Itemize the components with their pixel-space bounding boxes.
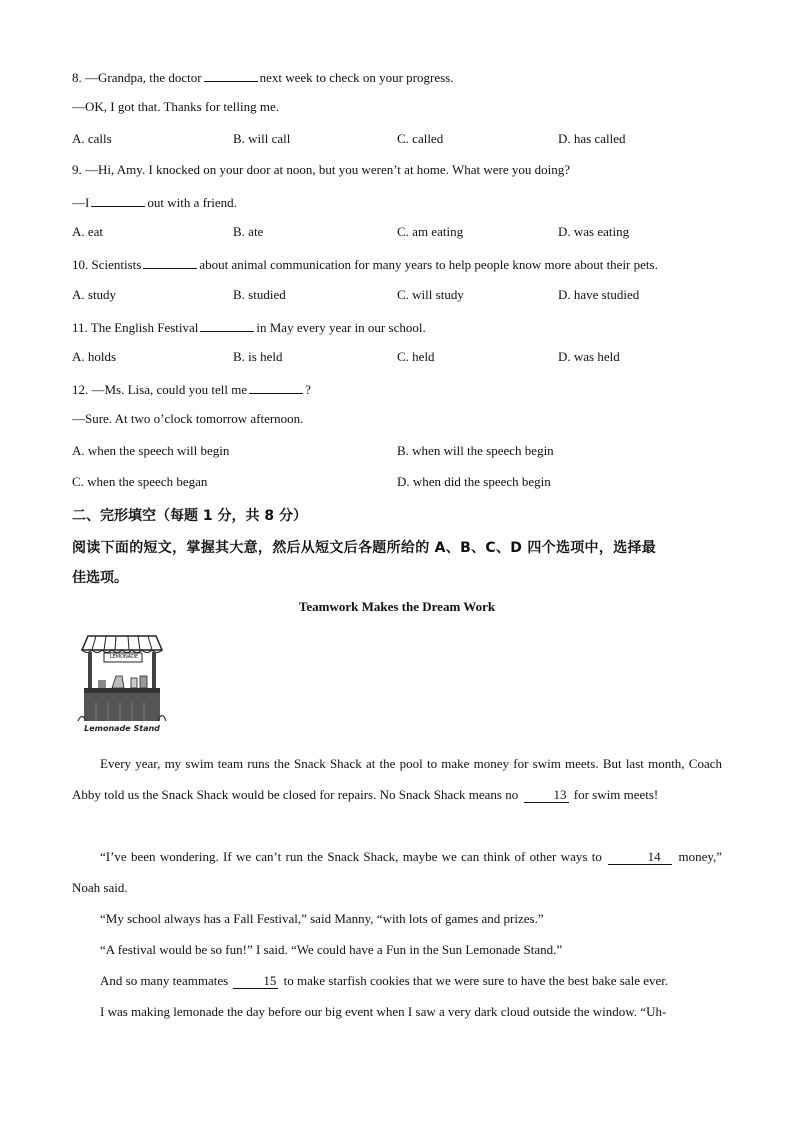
q11-option-a: A. holds xyxy=(72,349,117,364)
answer-blank xyxy=(200,318,254,332)
q10-stem xyxy=(72,255,658,273)
q12-option-a: A. when the speech will begin xyxy=(72,443,230,458)
q10-stem-part2: about animal communication for many years to help people know more about their pets. xyxy=(199,257,658,272)
q10-option-c: C. will study xyxy=(397,287,464,302)
q11-option-d: D. was held xyxy=(558,349,620,364)
q12-stem xyxy=(72,380,311,398)
passage-paragraph-4: “A festival would be so fun!” I said. “We could have a Fun in the Sun Lemonade Stand.” xyxy=(100,942,563,957)
passage-paragraph-2 xyxy=(72,841,722,903)
paragraph-5-text-b: to make starfish cookies that we were sure to have the best bake sale ever. xyxy=(283,973,669,988)
lemonade-stand-illustration xyxy=(76,632,168,736)
q8-stem-part1: 8. —Grandpa, the doctor xyxy=(72,70,202,85)
q10-option-d: D. have studied xyxy=(558,287,640,302)
lemonade-stand-icon xyxy=(76,632,168,724)
q9-option-d: D. was eating xyxy=(558,224,630,239)
q11-option-b: B. is held xyxy=(233,349,283,364)
q12-option-c: C. when the speech began xyxy=(72,474,208,489)
answer-blank xyxy=(143,255,197,269)
lemonade-sign-text: LEMONADE xyxy=(109,654,139,660)
q10-stem-part1: 10. Scientists xyxy=(72,257,142,272)
q11-stem xyxy=(72,318,426,336)
q8-reply: —OK, I got that. Thanks for telling me. xyxy=(72,99,280,114)
q8-option-b: B. will call xyxy=(233,131,291,146)
section-heading: 二、完形填空（每题 1 分，共 8 分） xyxy=(72,508,307,524)
q11-stem-part2: in May every year in our school. xyxy=(256,320,426,335)
q9-reply-part1: —I xyxy=(72,195,90,210)
passage-paragraph-6: I was making lemonade the day before our big event when I saw a very dark cloud outside the window. “Uh- xyxy=(100,1004,667,1019)
q9-option-c: C. am eating xyxy=(397,224,464,239)
cloze-blank-13: 13 xyxy=(524,788,569,803)
q12-option-d: D. when did the speech begin xyxy=(397,474,551,489)
passage-paragraph-1 xyxy=(72,748,722,810)
section-instruction-line1: 阅读下面的短文，掌握其大意，然后从短文后各题所给的 A、B、C、D 四个选项中，选择最 xyxy=(72,540,657,556)
q11-stem-part1: 11. The English Festival xyxy=(72,320,199,335)
answer-blank xyxy=(249,380,303,394)
q9-reply-part2: out with a friend. xyxy=(147,195,237,210)
q8-stem xyxy=(72,68,453,86)
paragraph-2-text-b: money,” Noah said. xyxy=(72,849,723,895)
answer-blank xyxy=(204,68,258,82)
q9-option-a: A. eat xyxy=(72,224,104,239)
q8-option-d: D. has called xyxy=(558,131,626,146)
passage-paragraph-3: “My school always has a Fall Festival,” said Manny, “with lots of games and prizes.” xyxy=(100,911,544,926)
image-caption: Lemonade Stand xyxy=(84,724,160,733)
paragraph-1-text-a: Every year, my swim team runs the Snack Shack at the pool to make money for swim meets. But last month, Coach Abby told us the Snack Shack would be closed for repairs. No Snack Shack means no xyxy=(72,756,722,802)
q10-option-a: A. study xyxy=(72,287,117,302)
passage-title: Teamwork Makes the Dream Work xyxy=(298,599,496,614)
paragraph-5-text-a: And so many teammates xyxy=(100,973,229,988)
q12-reply: —Sure. At two o’clock tomorrow afternoon. xyxy=(72,411,304,426)
q8-stem-part2: next week to check on your progress. xyxy=(259,70,454,85)
passage-paragraph-5 xyxy=(72,965,722,996)
paragraph-1-text-b: for swim meets! xyxy=(573,787,659,802)
cloze-blank-14: 14 xyxy=(608,850,672,865)
q9-option-b: B. ate xyxy=(233,224,264,239)
q9-stem: 9. —Hi, Amy. I knocked on your door at noon, but you weren’t at home. What were you doing? xyxy=(72,162,570,177)
paragraph-2-text-a: “I’ve been wondering. If we can’t run the Snack Shack, maybe we can think of other ways to xyxy=(100,849,602,864)
q11-option-c: C. held xyxy=(397,349,435,364)
answer-blank xyxy=(91,193,145,207)
q10-option-b: B. studied xyxy=(233,287,286,302)
q12-stem-part1: 12. —Ms. Lisa, could you tell me xyxy=(72,382,248,397)
q8-option-a: A. calls xyxy=(72,131,112,146)
q12-stem-part2: ? xyxy=(305,382,311,397)
q8-option-c: C. called xyxy=(397,131,444,146)
section-instruction-line2: 佳选项。 xyxy=(72,570,128,586)
cloze-blank-15: 15 xyxy=(233,974,278,989)
q12-option-b: B. when will the speech begin xyxy=(397,443,554,458)
q9-reply xyxy=(72,193,237,211)
